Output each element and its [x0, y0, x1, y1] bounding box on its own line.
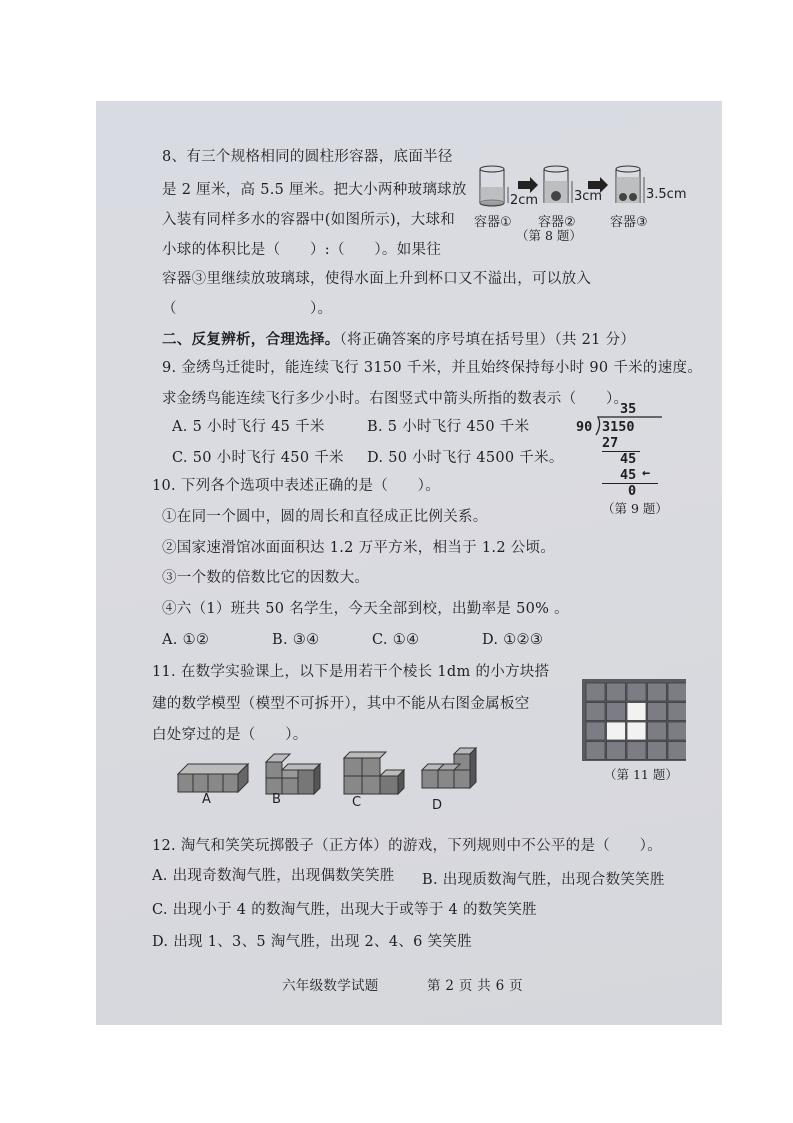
q11-option-a-label: A — [202, 792, 211, 807]
q8-height-1: 2cm — [510, 193, 539, 208]
q10-statement-4: ④六（1）班共 50 名学生，今天全部到校，出勤率是 50% 。 — [162, 601, 569, 617]
plate-cell — [627, 683, 646, 701]
plate-cell — [607, 683, 626, 701]
q9-caption: （第 9 题） — [602, 501, 668, 516]
q11-line-2: 建的数学模型（模型不可拆开），其中不能从右图金属板空 — [152, 696, 530, 712]
division-quotient: 35 — [620, 401, 637, 417]
q9-option-d: D. 50 小时飞行 4500 千米。 — [367, 450, 564, 466]
q8-height-2: 3cm — [574, 189, 603, 204]
model-b — [266, 754, 320, 794]
footer-subject: 六年级数学试题 — [282, 978, 379, 994]
footer-page: 第 2 页 共 6 页 — [427, 978, 523, 994]
plate-cell — [607, 703, 626, 721]
q9-option-b: B. 5 小时飞行 450 千米 — [367, 419, 530, 435]
q8-height-3: 3.5cm — [646, 187, 687, 202]
division-step-2: 45 — [620, 451, 637, 467]
plate-cell — [648, 703, 667, 721]
q10-statement-1: ①在同一个圆中，圆的周长和直径成正比例关系。 — [162, 509, 488, 525]
plate-hole-cell — [627, 722, 646, 740]
plate-cell — [586, 683, 605, 701]
plate-cell — [607, 742, 626, 760]
cube-models — [176, 746, 496, 801]
plate-cell — [668, 703, 686, 721]
plate-cell — [648, 683, 667, 701]
q8-line-3: 入装有同样多水的容器中(如图所示)，大球和 — [162, 212, 456, 228]
plate-cell — [586, 703, 605, 721]
q8-line-2: 是 2 厘米，高 5.5 厘米。把大小两种玻璃球放 — [162, 182, 467, 198]
q9-option-c: C. 50 小时飞行 450 千米 — [172, 450, 344, 466]
plate-cell — [668, 742, 686, 760]
q12-option-c: C. 出现小于 4 的数淘气胜，出现大于或等于 4 的数笑笑胜 — [152, 902, 537, 918]
model-c — [344, 752, 404, 794]
q10-statement-3: ③一个数的倍数比它的因数大。 — [162, 570, 370, 586]
exam-page — [96, 101, 722, 1025]
q9-option-a: A. 5 小时飞行 45 千米 — [172, 419, 325, 435]
section-2-instruction: （将正确答案的序号填在括号里）（共 21 分） — [339, 332, 636, 348]
q8-container-label-1: 容器① — [474, 215, 512, 230]
division-divisor: 90 — [576, 419, 593, 435]
q10-statement-2: ②国家速滑馆冰面面积达 1.2 万平方米，相当于 1.2 公顷。 — [162, 540, 556, 556]
plate-hole-cell — [627, 703, 646, 721]
q10-option-c: C. ①④ — [372, 632, 420, 648]
q12-stem: 12. 淘气和笑笑玩掷骰子（正方体）的游戏，下列规则中不公平的是（ ）。 — [152, 838, 663, 854]
plate-cell — [648, 742, 667, 760]
q8-line-1: 8、有三个规格相同的圆柱形容器，底面半径 — [162, 149, 453, 165]
plate-cell — [586, 722, 605, 740]
plate-hole-cell — [607, 722, 626, 740]
section-2-heading: 二、反复辨析，合理选择。 — [162, 331, 340, 348]
q8-line-5: 容器③里继续放玻璃球，使得水面上升到杯口又不溢出，可以放入 — [162, 271, 592, 287]
q10-stem: 10. 下列各个选项中表述正确的是（ ）。 — [152, 478, 441, 494]
q11-option-d-label: D — [432, 798, 443, 813]
q8-container-label-2: 容器② — [538, 215, 576, 230]
model-a — [178, 764, 248, 792]
q11-line-1: 11. 在数学实验课上，以下是用若干个棱长 1dm 的小方块搭 — [152, 664, 550, 680]
q9-line-1: 9. 金绣鸟迁徙时，能连续飞行 3150 千米，并且始终保持每小时 90 千米的速度。 — [162, 360, 703, 376]
q8-containers-figure — [472, 161, 692, 231]
q11-option-c-label: C — [352, 795, 362, 810]
division-remainder: 0 — [628, 483, 637, 499]
division-arrow: ← — [642, 465, 651, 481]
q12-option-a: A. 出现奇数淘气胜，出现偶数笑笑胜 — [152, 868, 395, 884]
q8-line-6: （ ）。 — [162, 301, 333, 317]
metal-plate-grid — [582, 679, 686, 761]
plate-cell — [586, 742, 605, 760]
plate-cell — [668, 722, 686, 740]
q10-option-a: A. ①② — [162, 632, 210, 648]
q9-long-division — [576, 401, 686, 501]
plate-cell — [668, 683, 686, 701]
q12-option-b: B. 出现质数淘气胜，出现合数笑笑胜 — [422, 872, 665, 888]
division-dividend: 3150 — [602, 419, 635, 435]
division-step-1: 27 — [602, 435, 619, 451]
q10-option-b: B. ③④ — [272, 632, 320, 648]
plate-cell — [627, 742, 646, 760]
division-step-3: 45 — [620, 467, 637, 483]
model-d — [422, 748, 476, 788]
q8-line-4: 小球的体积比是（ ）:（ ）。如果往 — [162, 242, 442, 258]
q11-option-b-label: B — [272, 792, 281, 807]
plate-cell — [648, 722, 667, 740]
q10-option-d: D. ①②③ — [482, 632, 544, 648]
q11-line-3: 白处穿过的是（ ）。 — [152, 727, 308, 743]
q8-container-label-3: 容器③ — [610, 215, 648, 230]
q8-caption: （第 8 题） — [516, 228, 582, 243]
q12-option-d: D. 出现 1、3、5 淘气胜，出现 2、4、6 笑笑胜 — [152, 934, 473, 950]
q11-caption: （第 11 题） — [604, 767, 678, 782]
q9-line-2: 求金绣鸟能连续飞行多少小时。右图竖式中箭头所指的数表示（ ）。 — [162, 391, 629, 407]
section-2-header — [162, 330, 635, 350]
